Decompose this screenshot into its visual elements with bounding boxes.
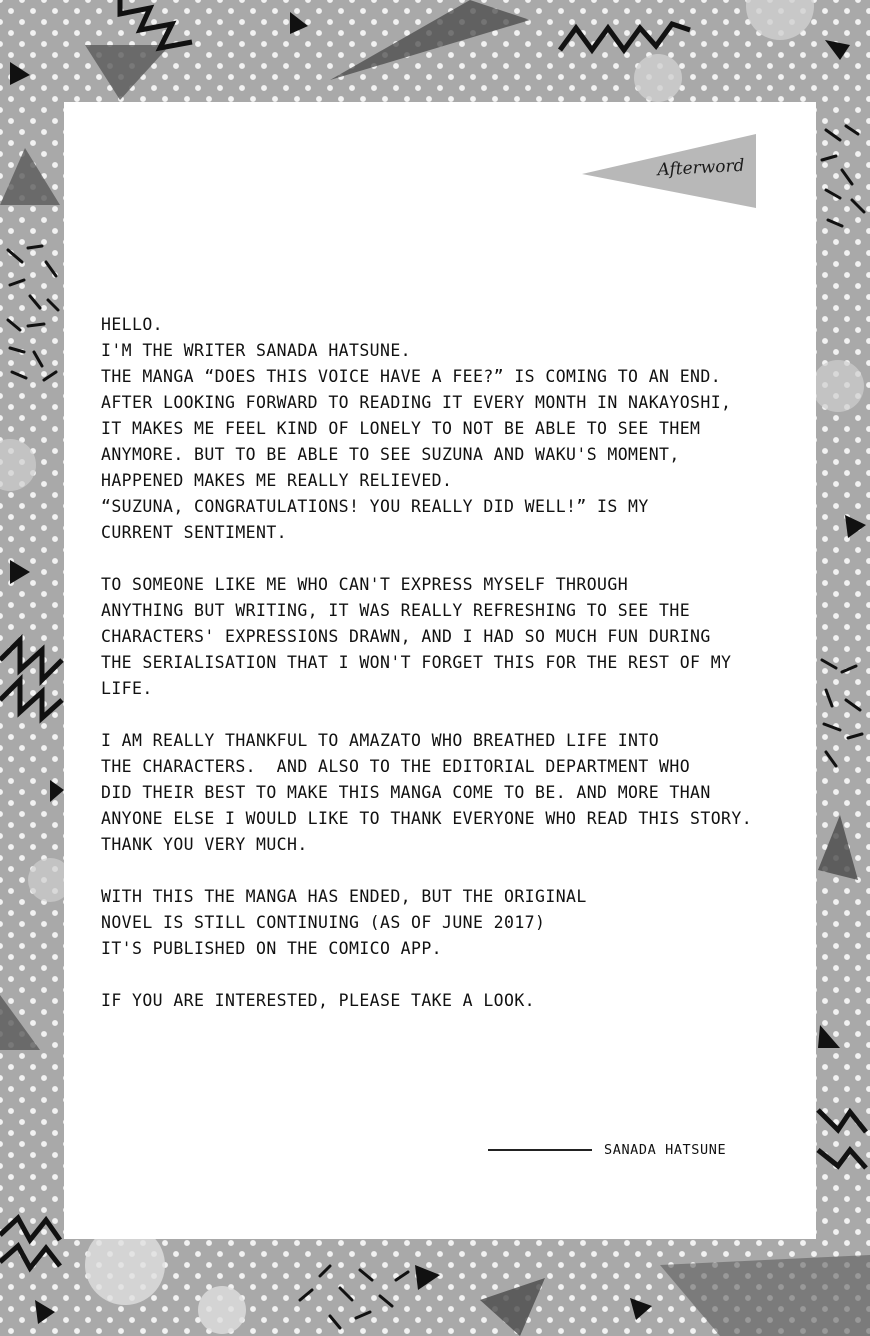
letter-body — [101, 312, 791, 1040]
text-line: TO SOMEONE LIKE ME WHO CAN'T EXPRESS MYSELF THROUGH — [101, 575, 629, 594]
text-line: AFTER LOOKING FORWARD TO READING IT EVERY MONTH IN NAKAYOSHI, — [101, 393, 732, 412]
signature-name: SANADA HATSUNE — [604, 1142, 727, 1158]
text-line: ANYTHING BUT WRITING, IT WAS REALLY REFRESHING TO SEE THE — [101, 601, 691, 620]
text-line: “SUZUNA, CONGRATULATIONS! YOU REALLY DID WELL!” IS MY — [101, 497, 649, 516]
text-line: CURRENT SENTIMENT. — [101, 523, 288, 542]
text-line: THE MANGA “DOES THIS VOICE HAVE A FEE?” IS COMING TO AN END. — [101, 367, 722, 386]
zigzag-shape — [818, 1110, 866, 1132]
zigzag-shape — [0, 1246, 60, 1268]
triangle-shape — [290, 12, 308, 34]
triangle-shape — [480, 1278, 545, 1336]
circle-shape — [198, 1286, 246, 1334]
signature-dash — [488, 1149, 592, 1151]
text-line: HELLO. — [101, 315, 164, 334]
text-line: HAPPENED MAKES ME REALLY RELIEVED. — [101, 471, 453, 490]
zigzag-shape — [560, 24, 690, 50]
text-line: IF YOU ARE INTERESTED, PLEASE TAKE A LOOK. — [101, 991, 536, 1010]
triangle-shape — [10, 560, 30, 584]
paragraph — [101, 312, 791, 546]
circle-shape — [746, 0, 814, 40]
paragraph — [101, 572, 791, 702]
text-line: DID THEIR BEST TO MAKE THIS MANGA COME TO BE. AND MORE THAN — [101, 783, 711, 802]
text-line: LIFE. — [101, 679, 153, 698]
text-line: ANYONE ELSE I WOULD LIKE TO THANK EVERYONE WHO READ THIS STORY. — [101, 809, 753, 828]
triangle-shape — [660, 1255, 870, 1336]
triangle-shape — [10, 62, 30, 85]
triangle-shape — [415, 1265, 440, 1290]
triangle-shape — [50, 780, 64, 802]
text-line: THE CHARACTERS. AND ALSO TO THE EDITORIAL DEPARTMENT WHO — [101, 757, 691, 776]
triangle-shape — [85, 45, 170, 100]
text-line: IT MAKES ME FEEL KIND OF LONELY TO NOT BE ABLE TO SEE THEM — [101, 419, 701, 438]
text-line: ANYMORE. BUT TO BE ABLE TO SEE SUZUNA AND WAKU'S MOMENT, — [101, 445, 680, 464]
text-line: I AM REALLY THANKFUL TO AMAZATO WHO BREATHED LIFE INTO — [101, 731, 660, 750]
text-line: CHARACTERS' EXPRESSIONS DRAWN, AND I HAD SO MUCH FUN DURING — [101, 627, 711, 646]
triangle-shape — [825, 40, 850, 60]
triangle-shape — [35, 1300, 55, 1324]
zigzag-shape — [0, 640, 62, 680]
paragraph — [101, 988, 791, 1014]
triangle-shape — [0, 148, 60, 205]
signature — [488, 1142, 726, 1158]
afterword-panel — [64, 102, 816, 1239]
triangle-shape — [630, 1298, 652, 1320]
zigzag-shape — [0, 1218, 60, 1240]
paragraph — [101, 884, 791, 962]
zigzag-shape — [818, 1150, 866, 1168]
triangle-shape — [0, 995, 40, 1050]
text-line: IT'S PUBLISHED ON THE COMICO APP. — [101, 939, 443, 958]
circle-shape — [634, 54, 682, 102]
circle-shape — [0, 439, 36, 491]
text-line: THANK YOU VERY MUCH. — [101, 835, 308, 854]
triangle-shape — [845, 515, 866, 538]
afterword-title: Afterword — [656, 155, 746, 181]
text-line: THE SERIALISATION THAT I WON'T FORGET THIS FOR THE REST OF MY — [101, 653, 732, 672]
text-line: NOVEL IS STILL CONTINUING (AS OF JUNE 2017) — [101, 913, 546, 932]
text-line: WITH THIS THE MANGA HAS ENDED, BUT THE ORIGINAL — [101, 887, 587, 906]
zigzag-shape — [0, 680, 62, 718]
zigzag-shape — [120, 0, 192, 48]
circle-shape — [812, 360, 864, 412]
triangle-shape — [818, 815, 858, 880]
triangle-shape — [818, 1025, 840, 1048]
text-line: I'M THE WRITER SANADA HATSUNE. — [101, 341, 412, 360]
paragraph — [101, 728, 791, 858]
triangle-shape — [330, 0, 530, 80]
